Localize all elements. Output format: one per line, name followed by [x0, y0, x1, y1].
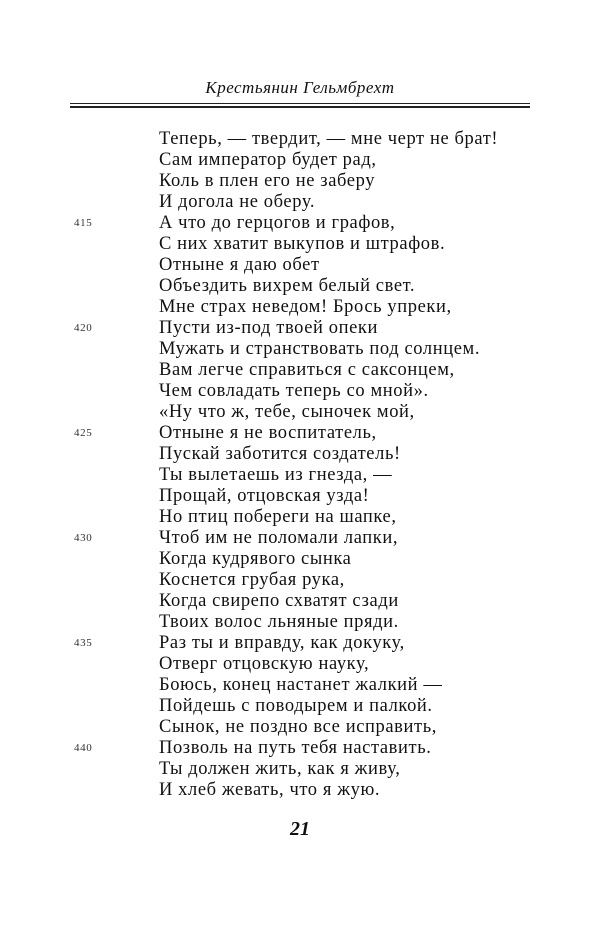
- verse-line: [159, 444, 498, 465]
- verse-text: Отверг отцовскую науку,: [159, 654, 370, 674]
- header-rule: [70, 103, 530, 104]
- verse-text: Раз ты и вправду, как докуку,: [159, 633, 405, 653]
- verse-text: Вам легче справиться с саксонцем,: [159, 360, 455, 380]
- line-number: 425: [74, 427, 93, 439]
- verse-text: Чем совладать теперь со мной».: [159, 381, 429, 401]
- page-number: 21: [290, 818, 310, 840]
- verse-line: [74, 423, 498, 444]
- verse-text: Коснется грубая рука,: [159, 570, 345, 590]
- verse-line: [74, 528, 498, 549]
- verse-text: Мужать и странствовать под солнцем.: [159, 339, 481, 359]
- verse-text: Объездить вихрем белый свет.: [159, 276, 416, 296]
- line-number: 430: [74, 532, 93, 544]
- verse-line: [159, 549, 498, 570]
- verse-line: [159, 675, 498, 696]
- verse-text: Когда кудрявого сынка: [159, 549, 352, 569]
- verse-text: Твоих волос льняные пряди.: [159, 612, 399, 632]
- verse-text: Прощай, отцовская узда!: [159, 486, 370, 506]
- verse-text: Сынок, не поздно все исправить,: [159, 717, 437, 737]
- verse-line: [159, 381, 498, 402]
- poem-text: [74, 129, 499, 801]
- verse-line: [159, 612, 498, 633]
- verse-text: Чтоб им не поломали лапки,: [159, 528, 399, 548]
- verse-text: Но птиц побереги на шапке,: [159, 507, 397, 527]
- running-header: Крестьянин Гельмбрехт: [205, 78, 395, 97]
- verse-line: [159, 192, 498, 213]
- verse-text: Теперь, — твердит, — мне черт не брат!: [159, 129, 499, 149]
- line-number: 420: [74, 322, 93, 334]
- verse-text: Когда свирепо схватят сзади: [159, 591, 399, 611]
- verse-line: [74, 318, 498, 339]
- verse-line: [159, 339, 498, 360]
- verse-line: [159, 234, 498, 255]
- verse-line: [159, 780, 498, 801]
- verse-text: Отныне я даю обет: [159, 255, 320, 275]
- verse-text: Сам император будет рад,: [159, 150, 377, 170]
- verse-line: [74, 213, 498, 234]
- verse-text: Позволь на путь тебя наставить.: [159, 738, 432, 758]
- verse-text: Ты должен жить, как я живу,: [159, 759, 401, 779]
- verse-line: [159, 696, 498, 717]
- verse-line: [159, 591, 498, 612]
- verse-line: [159, 465, 498, 486]
- verse-line: [159, 507, 498, 528]
- verse-line: [159, 255, 498, 276]
- line-number: 440: [74, 742, 93, 754]
- line-number: 435: [74, 637, 93, 649]
- verse-line: [159, 276, 498, 297]
- verse-line: [159, 570, 498, 591]
- header-rule-thick: [70, 106, 530, 108]
- verse-line: [74, 633, 498, 654]
- verse-line: [159, 297, 498, 318]
- verse-line: [159, 654, 498, 675]
- verse-line: [159, 129, 498, 150]
- verse-text: С них хватит выкупов и штрафов.: [159, 234, 446, 254]
- verse-text: Коль в плен его не заберу: [159, 171, 376, 191]
- verse-text: И хлеб жевать, что я жую.: [159, 780, 381, 800]
- verse-text: Мне страх неведом! Брось упреки,: [159, 297, 452, 317]
- verse-text: И догола не оберу.: [159, 192, 316, 212]
- verse-line: [159, 402, 498, 423]
- verse-text: А что до герцогов и графов,: [159, 213, 396, 233]
- verse-text: Пойдешь с поводырем и палкой.: [159, 696, 433, 716]
- verse-text: Пусти из-под твоей опеки: [159, 318, 379, 338]
- verse-line: [159, 486, 498, 507]
- verse-text: Отныне я не воспитатель,: [159, 423, 377, 443]
- verse-line: [159, 717, 498, 738]
- verse-text: Боюсь, конец настанет жалкий —: [159, 675, 443, 695]
- verse-line: [159, 150, 498, 171]
- verse-line: [74, 738, 498, 759]
- verse-line: [159, 360, 498, 381]
- verse-text: Ты вылетаешь из гнезда, —: [159, 465, 393, 485]
- line-number: 415: [74, 217, 93, 229]
- verse-text: «Ну что ж, тебе, сыночек мой,: [159, 402, 415, 422]
- verse-line: [159, 171, 498, 192]
- verse-text: Пускай заботится создатель!: [159, 444, 401, 464]
- verse-line: [159, 759, 498, 780]
